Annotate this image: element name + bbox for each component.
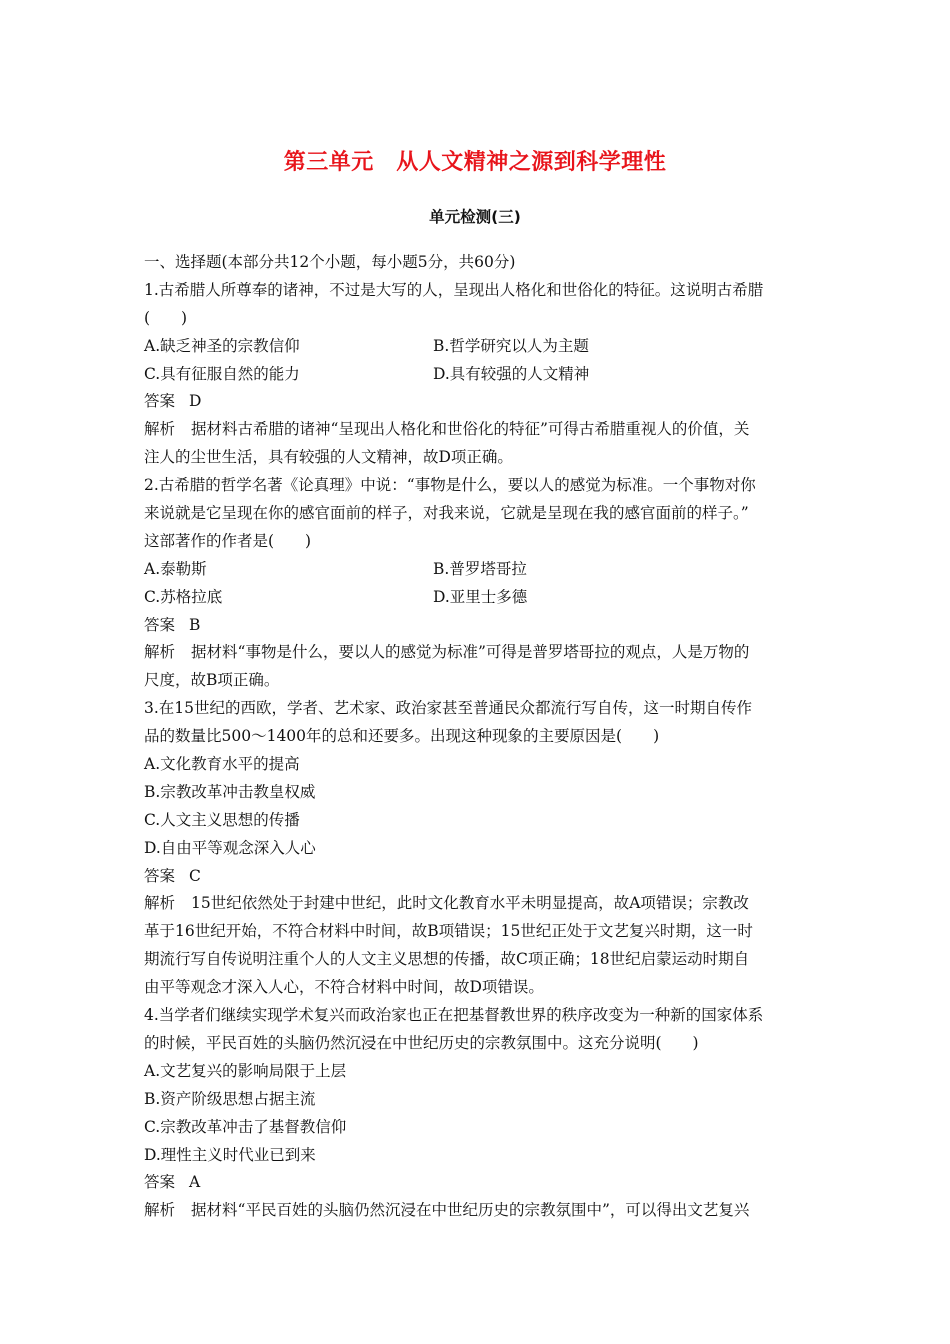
question-stem-line: 4.当学者们继续实现学术复兴而政治家也正在把基督教世界的秩序改变为一种新的国家体系: [144, 1006, 764, 1025]
option-b: B.宗教改革冲击教皇权威: [144, 782, 316, 801]
option-d: D.亚里士多德: [433, 587, 528, 606]
analysis-text: 期流行写自传说明注重个人的人文主义思想的传播，故C项正确；18世纪启蒙运动时期自: [144, 950, 750, 969]
option-c: C.人文主义思想的传播: [144, 810, 300, 829]
document-body: [144, 249, 814, 1225]
answer-value: D: [189, 392, 202, 411]
option-d: D.具有较强的人文精神: [433, 364, 590, 383]
section-heading: 一、选择题(本部分共12个小题，每小题5分，共60分): [144, 253, 516, 271]
answer-value: C: [189, 866, 201, 885]
answer-line: [144, 863, 814, 891]
question-stem-line: 这部著作的作者是( ): [144, 531, 312, 550]
option-a: A.文艺复兴的影响局限于上层: [144, 1061, 347, 1080]
option-b: B.资产阶级思想占据主流: [144, 1089, 316, 1108]
question-3: [144, 695, 814, 1002]
question-4: [144, 1002, 814, 1225]
option-a: A.泰勒斯: [144, 559, 207, 578]
analysis-line: [144, 1197, 814, 1225]
question-stem-line: 品的数量比500～1400年的总和还要多。出现这种现象的主要原因是( ): [144, 727, 660, 746]
option-c: C.宗教改革冲击了基督教信仰: [144, 1117, 347, 1136]
analysis-text: 据材料古希腊的诸神“呈现出人格化和世俗化的特征”可得古希腊重视人的价值，关: [191, 420, 750, 439]
answer-value: A: [189, 1173, 201, 1192]
analysis-text: 由平等观念才深入人心，不符合材料中时间，故D项错误。: [144, 978, 544, 997]
answer-line: [144, 612, 814, 640]
question-stem-line: 来说就是它呈现在你的感官面前的样子，对我来说，它就是呈现在我的感官面前的样子。”: [144, 504, 749, 523]
analysis-line: [144, 639, 814, 667]
analysis-label: 解析: [144, 1201, 176, 1220]
question-stem-line: 1.古希腊人所尊奉的诸神，不过是大写的人，呈现出人格化和世俗化的特征。这说明古希腊: [144, 280, 764, 299]
analysis-label: 解析: [144, 643, 176, 662]
analysis-text: 尺度，故B项正确。: [144, 671, 280, 690]
answer-line: [144, 388, 814, 416]
question-stem-line: ( ): [144, 308, 188, 327]
question-stem-line: 2.古希腊的哲学名著《论真理》中说：“事物是什么，要以人的感觉为标准。一个事物对你: [144, 476, 756, 495]
option-d: D.理性主义时代业已到来: [144, 1145, 316, 1164]
analysis-text: 据材料“平民百姓的头脑仍然沉浸在中世纪历史的宗教氛围中”，可以得出文艺复兴: [191, 1201, 750, 1220]
option-c: C.具有征服自然的能力: [144, 364, 300, 383]
option-c: C.苏格拉底: [144, 587, 223, 606]
analysis-text: 革于16世纪开始，不符合材料中时间，故B项错误；15世纪正处于文艺复兴时期，这一时: [144, 922, 753, 941]
question-stem-line: 3.在15世纪的西欧，学者、艺术家、政治家甚至普通民众都流行写自传，这一时期自传作: [144, 699, 753, 718]
page-title: 第三单元 从人文精神之源到科学理性: [283, 150, 667, 175]
answer-value: B: [189, 615, 201, 634]
question-1: [144, 277, 814, 472]
answer-line: [144, 1169, 814, 1197]
answer-label: 答案: [144, 615, 176, 634]
answer-label: 答案: [144, 1173, 176, 1192]
option-a: A.缺乏神圣的宗教信仰: [144, 336, 300, 355]
unit-test-subtitle: 单元检测(三): [429, 208, 521, 226]
option-b: B.哲学研究以人为主题: [433, 336, 589, 355]
analysis-text: 15世纪依然处于封建中世纪，此时文化教育水平未明显提高，故A项错误；宗教改: [191, 894, 749, 913]
answer-label: 答案: [144, 866, 176, 885]
answer-label: 答案: [144, 392, 176, 411]
analysis-text: 注人的尘世生活，具有较强的人文精神，故D项正确。: [144, 448, 513, 467]
analysis-line: [144, 416, 814, 444]
question-stem-line: 的时候，平民百姓的头脑仍然沉浸在中世纪历史的宗教氛围中。这充分说明( ): [144, 1033, 699, 1052]
analysis-label: 解析: [144, 420, 176, 439]
option-a: A.文化教育水平的提高: [144, 755, 300, 774]
analysis-line: [144, 890, 814, 918]
option-d: D.自由平等观念深入人心: [144, 838, 316, 857]
analysis-text: 据材料“事物是什么，要以人的感觉为标准”可得是普罗塔哥拉的观点，人是万物的: [191, 643, 750, 662]
question-2: [144, 472, 814, 695]
analysis-label: 解析: [144, 894, 176, 913]
option-b: B.普罗塔哥拉: [433, 559, 527, 578]
